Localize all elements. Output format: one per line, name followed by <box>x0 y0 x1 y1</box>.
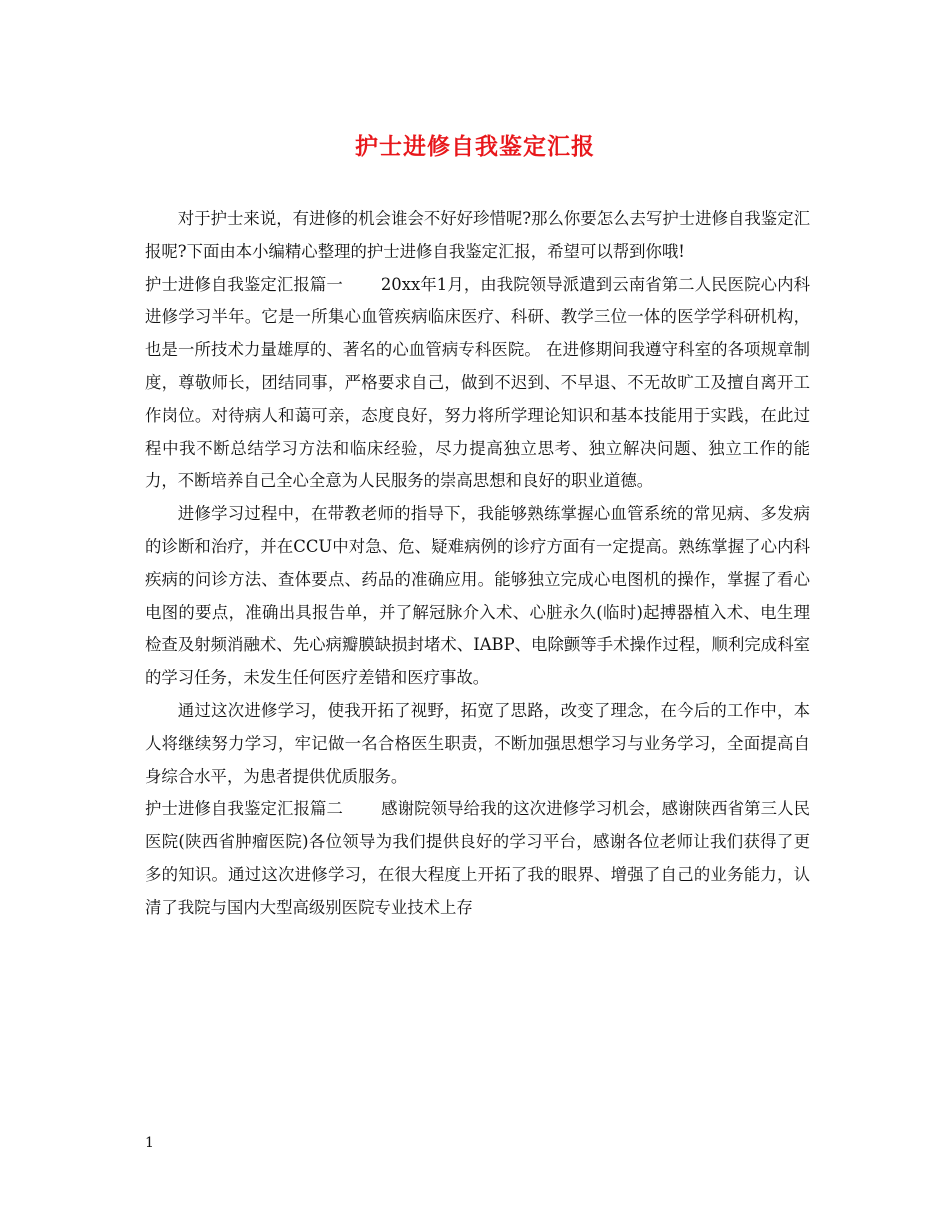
document-title: 护士进修自我鉴定汇报 <box>355 133 595 160</box>
section-2-text: 感谢院领导给我的这次进修学习机会，感谢陕西省第三人民医院(陕西省肿瘤医院)各位领导为我们提供良好的学习平台，感谢各位老师让我们获得了更多的知识。通过这次进修学习，在很大程度上开拓了我的眼界、增强了自己的业务能力，认清了我院与国内大型高级别医院专业技术上存 <box>145 799 810 917</box>
section-1-paragraph <box>145 269 810 499</box>
page-number: 1 <box>145 1135 154 1151</box>
section-1-heading: 护士进修自我鉴定汇报篇一 <box>145 274 343 294</box>
paragraph-3: 通过这次进修学习，使我开拓了视野，拓宽了思路，改变了理念，在今后的工作中，本人将继续努力学习，牢记做一名合格医生职责，不断加强思想学习与业务学习，全面提高自身综合水平，为患者提供优质服务。 <box>145 700 810 786</box>
document-body <box>145 203 810 925</box>
intro-paragraph: 对于护士来说，有进修的机会谁会不好好珍惜呢?那么你要怎么去写护士进修自我鉴定汇报呢?下面由本小编精心整理的护士进修自我鉴定汇报，希望可以帮到你哦! <box>145 209 810 261</box>
section-2-paragraph <box>145 793 810 924</box>
section-1-text: 20xx年1月，由我院领导派遣到云南省第二人民医院心内科进修学习半年。它是一所集心血管疾病临床医疗、科研、教学三位一体的医学学科研机构，也是一所技术力量雄厚的、著名的心血管病专科医院。 在进修期间我遵守科室的各项规章制度，尊敬师长，团结同事，严格要求自己，做到不迟到、不早退、不无故旷工及擅自离开工作岗位。对待病人和蔼可亲，态度良好，努力将所学理论知识和基本技能用于实践，在此过程中我不断总结学习方法和临床经验，尽力提高独立思考、独立解决问题、独立工作的能力，不断培养自己全心全意为人民服务的崇高思想和良好的职业道德。 <box>145 274 810 491</box>
section-2-heading: 护士进修自我鉴定汇报篇二 <box>145 799 343 819</box>
paragraph-2: 进修学习过程中，在带教老师的指导下，我能够熟练掌握心血管系统的常见病、多发病的诊断和治疗，并在CCU中对急、危、疑难病例的诊疗方面有一定提高。熟练掌握了心内科疾病的问诊方法、查体要点、药品的准确应用。能够独立完成心电图机的操作，掌握了看心电图的要点，准确出具报告单，并了解冠脉介入术、心脏永久(临时)起搏器植入术、电生理检查及射频消融术、先心病瓣膜缺损封堵术、IABP、电除颤等手术操作过程，顺利完成科室的学习任务，未发生任何医疗差错和医疗事故。 <box>145 504 810 688</box>
